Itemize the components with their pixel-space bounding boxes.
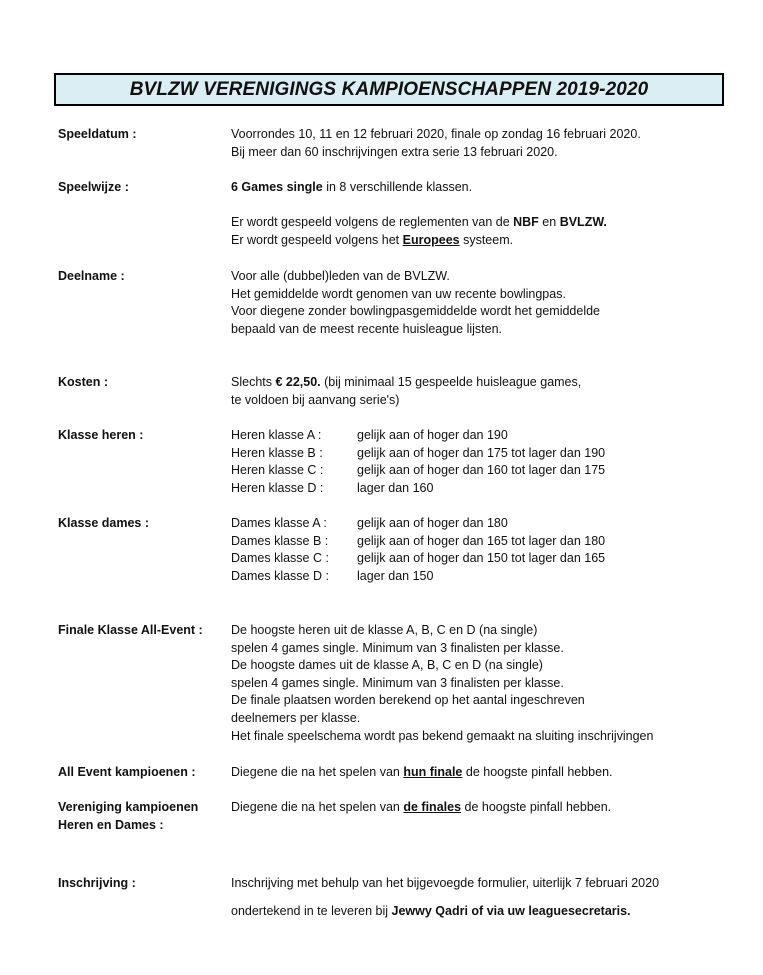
text-line: bepaald van de meest recente huisleague lijsten. [231, 321, 503, 336]
label-finale: Finale Klasse All-Event : [58, 623, 203, 637]
text-fragment: Diegene die na het spelen van [231, 800, 404, 814]
text-line: Voorrondes 10, 11 en 12 februari 2020, finale op zondag 16 februari 2020. [231, 127, 641, 141]
text-line: spelen 4 games single. Minimum van 3 finalisten per klasse. [231, 675, 564, 690]
klasse-desc: gelijk aan of hoger dan 175 tot lager dan 190 [357, 445, 606, 460]
klasse-desc: gelijk aan of hoger dan 165 tot lager dan 180 [357, 533, 606, 548]
value-speeldatum [231, 126, 731, 161]
klasse-desc: gelijk aan of hoger dan 160 tot lager dan 175 [357, 463, 606, 478]
label-all-event: All Event kampioenen : [58, 765, 196, 779]
label-kosten: Kosten : [58, 375, 108, 389]
text-line [231, 232, 731, 250]
page-title: BVLZW VERENIGINGS KAMPIOENSCHAPPEN 2019-2020 [129, 78, 649, 100]
text-fragment: Slechts [231, 375, 276, 389]
klasse-row [231, 445, 731, 463]
klasse-name: Dames klasse D : [231, 568, 329, 583]
label-speeldatum: Speeldatum : [58, 127, 137, 141]
text-fragment: (bij minimaal 15 gespeelde huisleague games, [320, 375, 582, 389]
value-deelname [231, 268, 731, 338]
text-fragment: en [538, 215, 560, 230]
title-box [54, 73, 724, 106]
text-line: Het gemiddelde wordt genomen van uw recente bowlingpas. [231, 286, 566, 301]
text-fragment: systeem. [459, 232, 514, 247]
text-line: Voor diegene zonder bowlingpasgemiddelde wordt het gemiddelde [231, 304, 601, 319]
value-inschrijving [231, 875, 751, 920]
text-line [231, 764, 731, 782]
text-line: De finale plaatsen worden berekend op het aantal ingeschreven [231, 693, 585, 708]
klasse-name: Dames klasse B : [231, 533, 329, 548]
label-klasse-dames: Klasse dames : [58, 516, 150, 530]
text-fragment: in 8 verschillende klassen. [322, 180, 473, 194]
text-line: De hoogste heren uit de klasse A, B, C en D (na single) [231, 623, 538, 637]
klasse-name: Heren klasse A : [231, 428, 322, 442]
label-line: Vereniging kampioenen [58, 800, 199, 814]
text-line: Voor alle (dubbel)leden van de BVLZW. [231, 269, 450, 283]
klasse-name: Dames klasse A : [231, 516, 327, 530]
klasse-row [231, 480, 731, 498]
text-line [231, 214, 731, 232]
klasse-name: Heren klasse C : [231, 463, 324, 478]
text-line: Het finale speelschema wordt pas bekend gemaakt na sluiting inschrijvingen [231, 728, 654, 743]
label-speelwijze: Speelwijze : [58, 180, 129, 194]
klasse-name: Heren klasse B : [231, 445, 323, 460]
value-vereniging [231, 799, 731, 817]
underlined-hun-finale: hun finale [403, 765, 463, 779]
bold-bvlzw: BVLZW. [559, 215, 607, 230]
text-line: Inschrijving met behulp van het bijgevoegde formulier, uiterlijk 7 februari 2020 [231, 876, 660, 890]
text-fragment: Diegene die na het spelen van [231, 765, 404, 779]
klasse-row [231, 462, 731, 480]
text-line [231, 374, 731, 392]
value-speelwijze [231, 179, 731, 249]
value-klasse-dames [231, 515, 731, 585]
klasse-row [231, 515, 731, 533]
text-line: te voldoen bij aanvang serie's) [231, 392, 400, 407]
text-fragment: de hoogste pinfall hebben. [462, 765, 613, 779]
text-fragment: ondertekend in te leveren bij [231, 903, 392, 918]
klasse-row [231, 533, 731, 551]
klasse-desc: gelijk aan of hoger dan 150 tot lager dan 165 [357, 551, 606, 566]
bold-contact: Jewwy Qadri of via uw leaguesecretaris. [391, 903, 631, 918]
klasse-desc: lager dan 150 [357, 568, 434, 583]
bold-price: € 22,50. [275, 375, 321, 389]
value-all-event [231, 764, 731, 782]
bold-nbf: NBF [513, 215, 539, 230]
text-fragment: de hoogste pinfall hebben. [461, 800, 612, 814]
value-klasse-heren [231, 427, 731, 497]
label-klasse-heren: Klasse heren : [58, 428, 144, 442]
label-line: Heren en Dames : [58, 817, 164, 832]
value-finale [231, 622, 731, 745]
klasse-desc: lager dan 160 [357, 480, 434, 495]
klasse-row [231, 568, 731, 586]
value-kosten [231, 374, 731, 409]
label-vereniging [58, 799, 198, 834]
underlined-de-finales: de finales [403, 800, 462, 814]
text-line: De hoogste dames uit de klasse A, B, C en D (na single) [231, 658, 543, 673]
text-fragment: Er wordt gespeeld volgens het [231, 232, 403, 247]
text-line [231, 903, 751, 921]
label-inschrijving: Inschrijving : [58, 876, 136, 890]
text-line [231, 799, 731, 817]
klasse-row [231, 427, 731, 445]
text-line: deelnemers per klasse. [231, 710, 361, 725]
klasse-row [231, 550, 731, 568]
klasse-name: Heren klasse D : [231, 480, 324, 495]
text-line [231, 179, 731, 197]
label-deelname: Deelname : [58, 269, 125, 283]
underlined-europees: Europees [402, 232, 460, 247]
text-line: Bij meer dan 60 inschrijvingen extra serie 13 februari 2020. [231, 144, 558, 159]
text-line: spelen 4 games single. Minimum van 3 finalisten per klasse. [231, 640, 564, 655]
klasse-desc: gelijk aan of hoger dan 190 [357, 428, 508, 442]
text-fragment: Er wordt gespeeld volgens de reglementen van de [231, 215, 514, 230]
klasse-desc: gelijk aan of hoger dan 180 [357, 516, 508, 530]
klasse-name: Dames klasse C : [231, 551, 329, 566]
bold-games: 6 Games single [231, 180, 323, 194]
